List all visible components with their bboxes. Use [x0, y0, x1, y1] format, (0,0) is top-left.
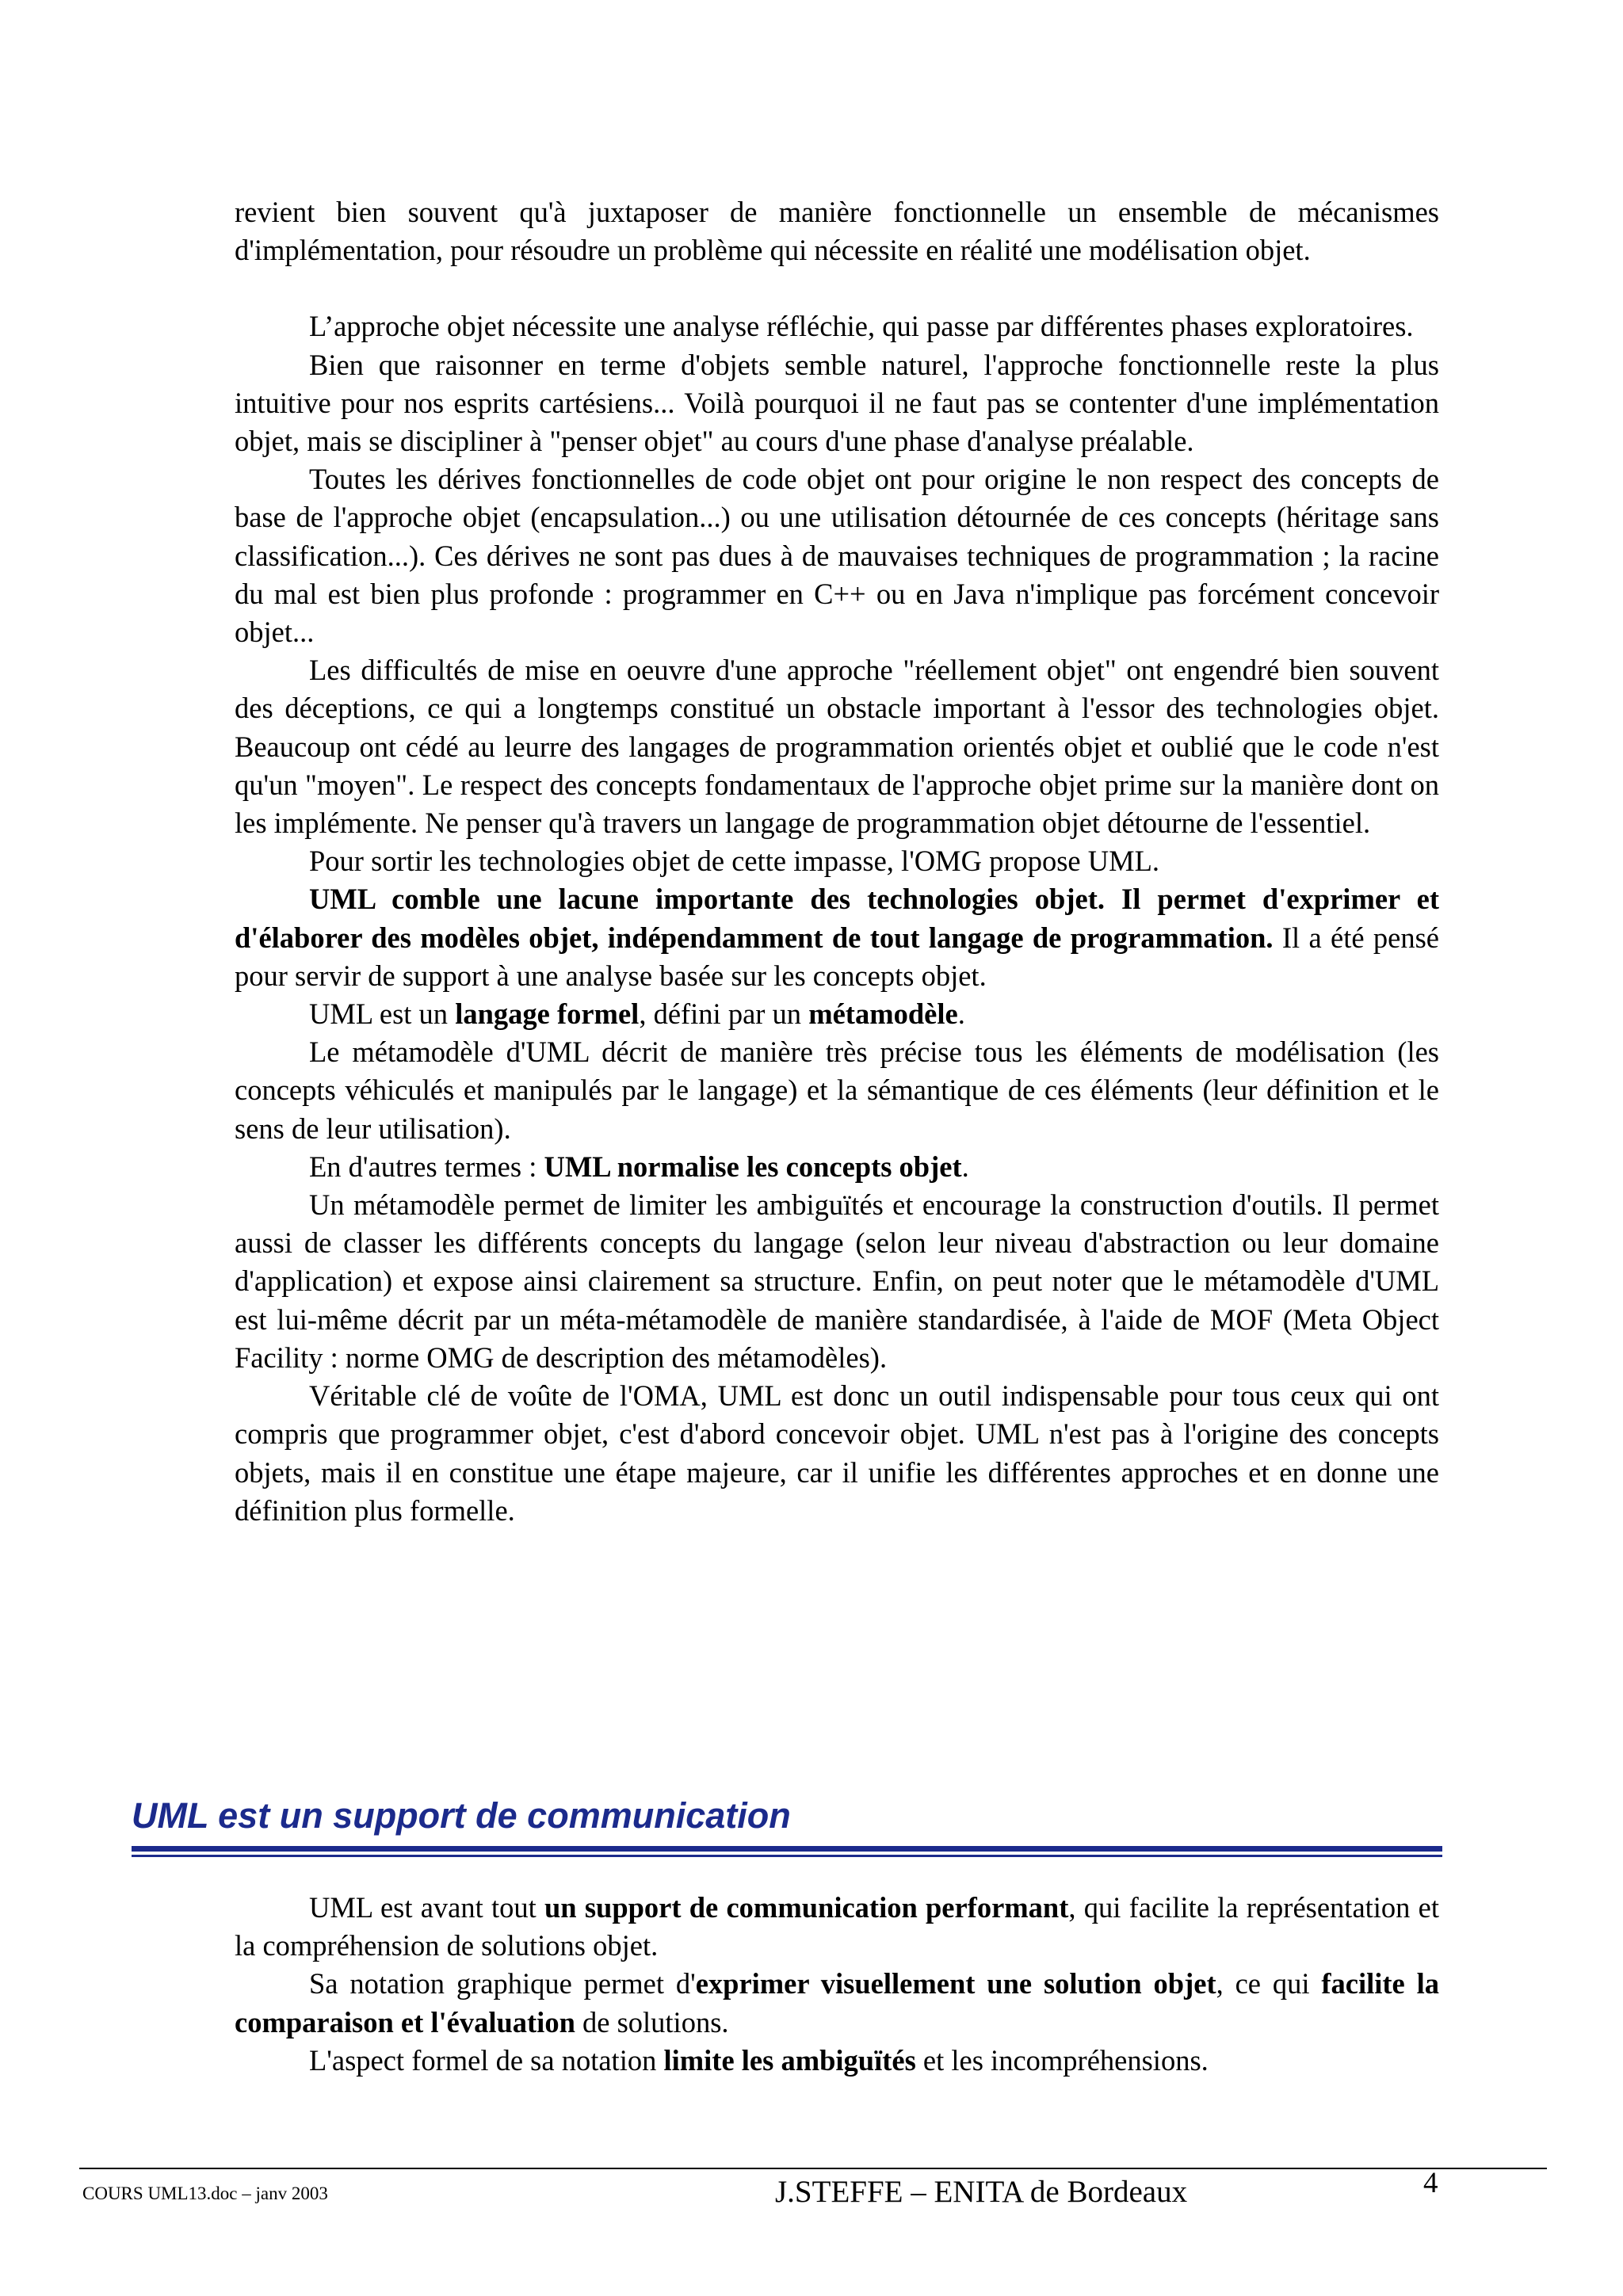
paragraph [235, 880, 1439, 995]
section-rule-thick [132, 1846, 1442, 1852]
paragraph [235, 2042, 1439, 2080]
text-run: de solutions. [575, 2005, 729, 2039]
section-title: UML est un support de communication [132, 1795, 791, 1836]
bold-text: un support de communication performant [544, 1891, 1069, 1924]
footer-divider [79, 2168, 1547, 2169]
text-run: revient bien souvent qu'à juxtaposer de manière fonctionnelle un ensemble de mécanismes d'implémentation, pour résoudre un problème qui nécessite en réalité une modélisation objet. [235, 196, 1439, 267]
text-run: Pour sortir les technologies objet de cette impasse, l'OMG propose UML. [309, 845, 1159, 878]
text-run: Les difficultés de mise en oeuvre d'une approche "réellement objet" ont engendré bien souvent des déceptions, ce qui a longtemps constitué un obstacle important à l'essor des technologies objet. Beaucoup ont cédé au leurre des langages de programmation orientés objet et oublié que le code n'est qu'un "moyen". Le respect des concepts fondamentaux de l'approche objet prime sur la manière dont on les implémente. Ne penser qu'à travers un langage de programmation objet détourne de l'essentiel. [235, 654, 1439, 840]
footer-file-info: COURS UML13.doc – janv 2003 [82, 2183, 328, 2203]
body-text [235, 193, 1439, 1530]
paragraph [235, 1965, 1439, 2041]
page-number: 4 [1423, 2167, 1438, 2199]
paragraph [235, 842, 1439, 880]
paragraph [235, 193, 1439, 269]
paragraph-gap [235, 269, 1439, 307]
text-run: Il a été pensé pour servir de support à une analyse basée sur les concepts objet. [235, 921, 1439, 992]
text-run: , défini par un [639, 997, 809, 1031]
bold-text: métamodèle [808, 997, 958, 1031]
text-run: UML est un [309, 997, 456, 1031]
section-header [132, 1792, 1442, 1857]
bold-text: exprimer visuellement une solution objet [695, 1967, 1216, 2000]
text-run: et les incompréhensions. [915, 2043, 1209, 2077]
text-run: , ce qui [1216, 1967, 1322, 2000]
section-body-text [235, 1889, 1439, 2080]
text-run: UML est avant tout [309, 1891, 544, 1924]
bold-text: UML comble une lacune importante des technologies objet. Il permet d'exprimer et d'élaborer des modèles objet, indépendamment de tout langage de programmation. [235, 883, 1439, 954]
bold-text: langage formel [455, 997, 640, 1031]
bold-text: UML normalise les concepts objet [544, 1150, 962, 1183]
text-run: Bien que raisonner en terme d'objets semble naturel, l'approche fonctionnelle reste la plus intuitive pour nos esprits cartésiens... Voilà pourquoi il ne faut pas se contenter d'une implémentation objet, mais se discipliner à "penser objet" au cours d'une phase d'analyse préalable. [235, 348, 1439, 458]
text-run: En d'autres termes : [309, 1150, 544, 1183]
section-rule-thin [132, 1855, 1442, 1857]
paragraph [235, 460, 1439, 651]
paragraph [235, 1186, 1439, 1377]
paragraph [235, 651, 1439, 842]
paragraph [235, 1148, 1439, 1186]
paragraph [235, 1377, 1439, 1530]
paragraph [235, 307, 1439, 345]
paragraph [235, 995, 1439, 1033]
text-run: Véritable clé de voûte de l'OMA, UML est donc un outil indispensable pour tous ceux qui ont compris que programmer objet, c'est d'abord concevoir objet. UML n'est pas à l'origine des concepts objets, mais il en constitue une étape majeure, car il unifie les différentes approches et en donne une définition plus formelle. [235, 1379, 1439, 1527]
text-run: . [957, 997, 965, 1031]
text-run: L'aspect formel de sa notation [309, 2043, 664, 2077]
text-run: Sa notation graphique permet d' [309, 1967, 696, 2000]
paragraph [235, 1889, 1439, 1965]
bold-text: facilite la comparaison et l'évaluation [235, 1967, 1439, 2039]
text-run: Le métamodèle d'UML décrit de manière très précise tous les éléments de modélisation (les concepts véhiculés et manipulés par le langage) et la sémantique de ces éléments (leur définition et le sens de leur utilisation). [235, 1035, 1439, 1145]
text-run: L’approche objet nécessite une analyse réfléchie, qui passe par différentes phases exploratoires. [309, 310, 1414, 343]
bold-text: limite les ambiguïtés [663, 2043, 916, 2077]
paragraph [235, 346, 1439, 461]
paragraph [235, 1033, 1439, 1148]
text-run: Toutes les dérives fonctionnelles de code objet ont pour origine le non respect des concepts de base de l'approche objet (encapsulation...) ou une utilisation détournée de ces concepts (héritage sans classification...). Ces dérives ne sont pas dues à de mauvaises techniques de programmation ; la racine du mal est bien plus profonde : programmer en C++ ou en Java n'implique pas forcément concevoir objet... [235, 463, 1439, 649]
text-run: , qui facilite la représentation et la compréhension de solutions objet. [235, 1891, 1439, 1962]
footer-author: J.STEFFE – ENITA de Bordeaux [775, 2175, 1188, 2209]
text-run: Un métamodèle permet de limiter les ambiguïtés et encourage la construction d'outils. Il permet aussi de classer les différents concepts du langage (selon leur niveau d'abstraction ou leur domaine d'application) et expose ainsi clairement sa structure. Enfin, on peut noter que le métamodèle d'UML est lui-même décrit par un méta-métamodèle de manière standardisée, à l'aide de MOF (Meta Object Facility : norme OMG de description des métamodèles). [235, 1188, 1439, 1374]
text-run: . [961, 1150, 969, 1183]
